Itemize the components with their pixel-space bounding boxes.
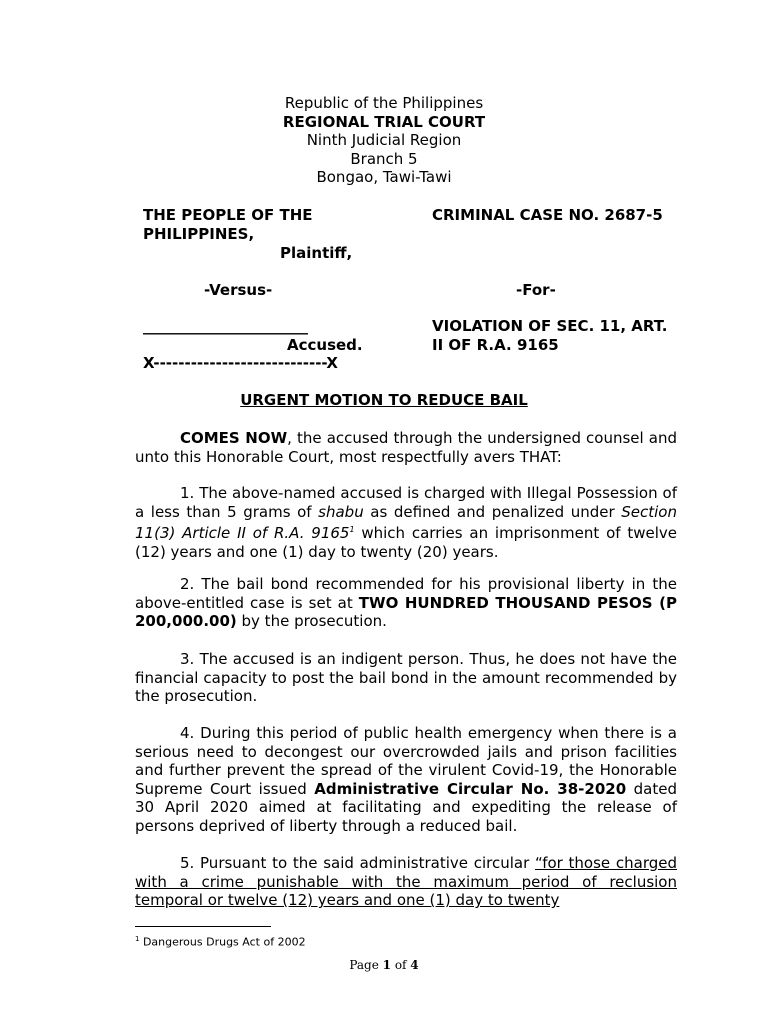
page-current: 1: [382, 958, 391, 972]
p4-circular: Administrative Circular No. 38-2020: [314, 779, 627, 798]
p5-quote: “for those charged with a crime punishable with the maximum period of reclusion temporal or twelve (12) years and one (1) day to twenty: [135, 854, 677, 910]
paragraph-4: [135, 724, 677, 836]
plaintiff-label: Plaintiff,: [280, 244, 353, 262]
paragraph-1: [135, 484, 677, 561]
footnote-ref: 1: [349, 525, 355, 535]
p2-bail-amount: TWO HUNDRED THOUSAND PESOS (P 200,000.00): [135, 593, 677, 631]
court-header: [0, 94, 768, 187]
versus-label: -Versus-: [204, 281, 273, 299]
caption-separator: X----------------------------X: [143, 354, 338, 372]
intro-paragraph: [135, 429, 677, 466]
p1-text-c: which carries an imprisonment of twelve (12) years and one (1) day to twenty (20) years.: [135, 524, 677, 561]
page-number: [0, 958, 768, 972]
case-number: CRIMINAL CASE NO. 2687-5: [432, 206, 663, 224]
page-of: of: [391, 958, 411, 972]
party-name-line2: PHILIPPINES,: [143, 225, 255, 243]
p2-text-a: 2. The bail bond recommended for his provisional liberty in the above-entitled case is set at: [135, 575, 677, 612]
page-total: 4: [410, 958, 419, 972]
party-name-line1: THE PEOPLE OF THE: [143, 206, 313, 224]
court-location: Bongao, Tawi-Tawi: [316, 168, 452, 186]
p1-section: Section 11(3) Article II of R.A. 9165: [135, 502, 677, 543]
p1-shabu: shabu: [318, 502, 364, 521]
comes-now: COMES NOW: [180, 429, 288, 447]
violation-line2: II OF R.A. 9165: [432, 336, 559, 354]
violation-line1: VIOLATION OF SEC. 11, ART.: [432, 317, 668, 335]
paragraph-2: [135, 575, 677, 631]
footnote: [135, 932, 306, 950]
page-label: Page: [349, 958, 383, 972]
p4-text-b: dated 30 April 2020 aimed at facilitating and expediting the release of persons deprived of liberty through a reduced bail.: [135, 779, 677, 835]
p1-text-b: as defined and penalized under: [363, 502, 622, 521]
motion-title: URGENT MOTION TO REDUCE BAIL: [240, 391, 528, 409]
judicial-region: Ninth Judicial Region: [306, 131, 462, 149]
p4-text-a: 4. During this period of public health emergency when there is a serious need to decongest our overcrowded jails and prison facilities and further prevent the spread of the virulent Covid-19, the Honorable Supreme Court issued: [135, 724, 677, 798]
accused-blank: ______________________: [143, 317, 308, 335]
court-name: REGIONAL TRIAL COURT: [282, 112, 486, 131]
paragraph-5: [135, 854, 677, 910]
accused-label: Accused.: [287, 336, 363, 354]
for-label: -For-: [516, 281, 556, 299]
footnote-divider: [135, 926, 271, 927]
intro-text: , the accused through the undersigned counsel and unto this Honorable Court, most respectfully avers THAT:: [135, 429, 678, 466]
footnote-text: Dangerous Drugs Act of 2002: [139, 935, 306, 949]
p3-text: 3. The accused is an indigent person. Thus, he does not have the financial capacity to post the bail bond in the amount recommended by the prosecution.: [135, 650, 677, 706]
footnote-number: 1: [135, 935, 140, 943]
branch-line: Branch 5: [350, 149, 418, 168]
republic-line: Republic of the Philippines: [284, 94, 484, 112]
p2-text-b: by the prosecution.: [236, 612, 387, 631]
p1-text-a: 1. The above-named accused is charged with Illegal Possession of a less than 5 grams of: [135, 484, 677, 521]
paragraph-3: [135, 650, 677, 706]
p5-text-a: 5. Pursuant to the said administrative circular: [180, 854, 535, 872]
